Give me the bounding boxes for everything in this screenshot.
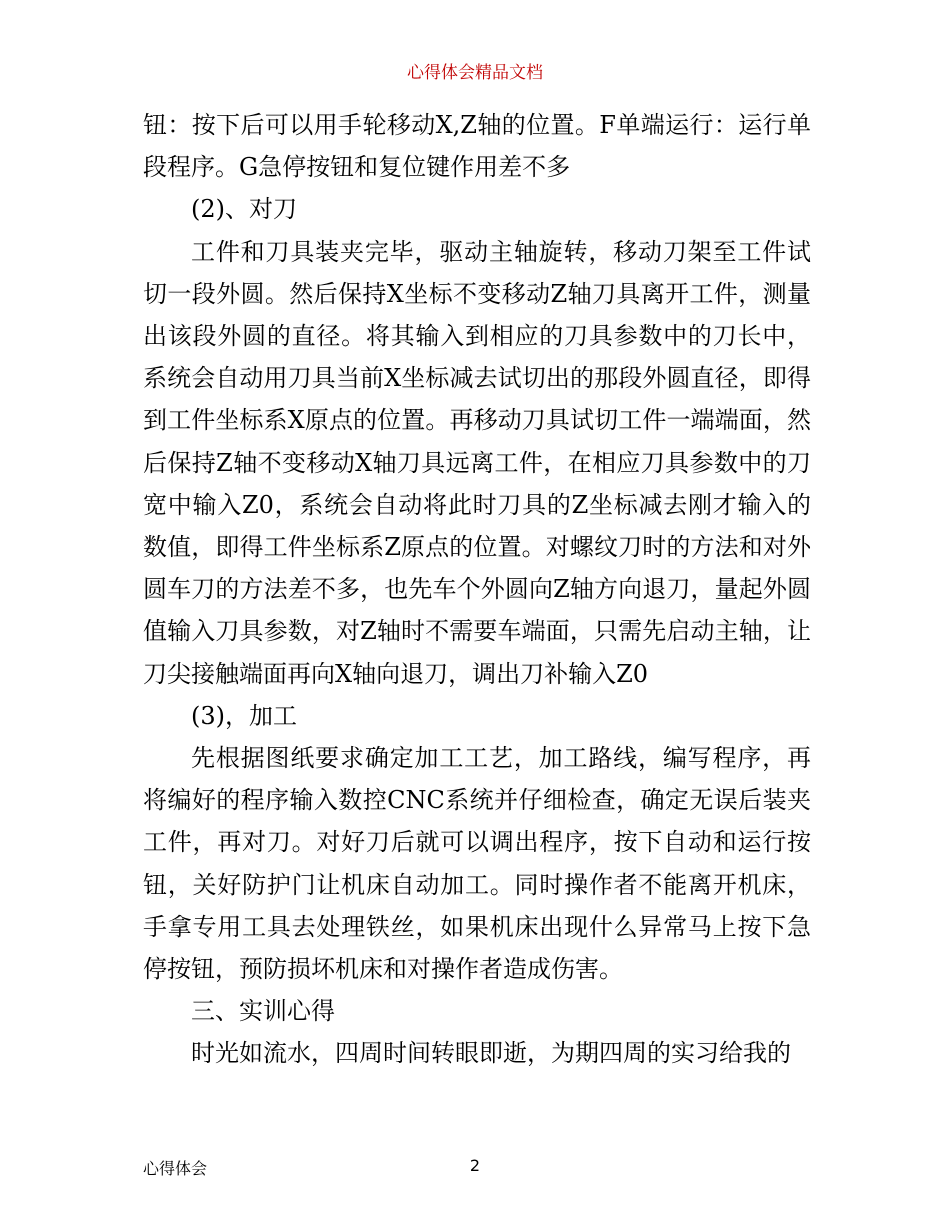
paragraph-machining: 先根据图纸要求确定加工工艺，加工路线，编写程序，再将编好的程序输入数控CNC系统并仔细检查，确定无误后装夹工件，再对刀。对好刀后就可以调出程序，按下自动和运行按钮，关好防护门让机床自动加工。同时操作者不能离开机床，手拿专用工具去处理铁丝，如果机床出现什么异常马上按下急停按钮，预防损坏机床和对操作者造成伤害。 xyxy=(143,744,811,984)
footer-label: 心得体会 xyxy=(143,1159,208,1178)
document-body xyxy=(143,104,811,1075)
paragraph-tool-setting: 工件和刀具装夹完毕，驱动主轴旋转，移动刀架至工件试切一段外圆。然后保持X坐标不变移动Z轴刀具离开工件，测量出该段外圆的直径。将其输入到相应的刀具参数中的刀长中，系统会自动用刀具当前X坐标减去试切出的那段外圆直径，即得到工件坐标系X原点的位置。再移动刀具试切工件一端端面，然后保持Z轴不变移动X轴刀具远离工件，在相应刀具参数中的刀宽中输入Z0，系统会自动将此时刀具的Z坐标减去刚才输入的数值，即得工件坐标系Z原点的位置。对螺纹刀时的方法和对外圆车刀的方法差不多，也先车个外圆向Z轴方向退刀，量起外圆值输入刀具参数，对Z轴时不需要车端面，只需先启动主轴，让刀尖接触端面再向X轴向退刀，调出刀补输入Z0 xyxy=(143,237,811,688)
paragraph-reflection: 时光如流水，四周时间转眼即逝，为期四周的实习给我的 xyxy=(191,1039,791,1068)
section-heading-machining: (3)，加工 xyxy=(191,701,297,730)
page-number: 2 xyxy=(469,1156,481,1175)
page-header: 心得体会精品文档 xyxy=(407,63,543,83)
section-heading-tool-setting: (2)、对刀 xyxy=(191,195,297,224)
section-heading-reflection: 三、实训心得 xyxy=(191,997,335,1026)
paragraph-continuation: 钮：按下后可以用手轮移动X,Z轴的位置。F单端运行：运行单段程序。G急停按钮和复位键作用差不多 xyxy=(143,111,811,182)
